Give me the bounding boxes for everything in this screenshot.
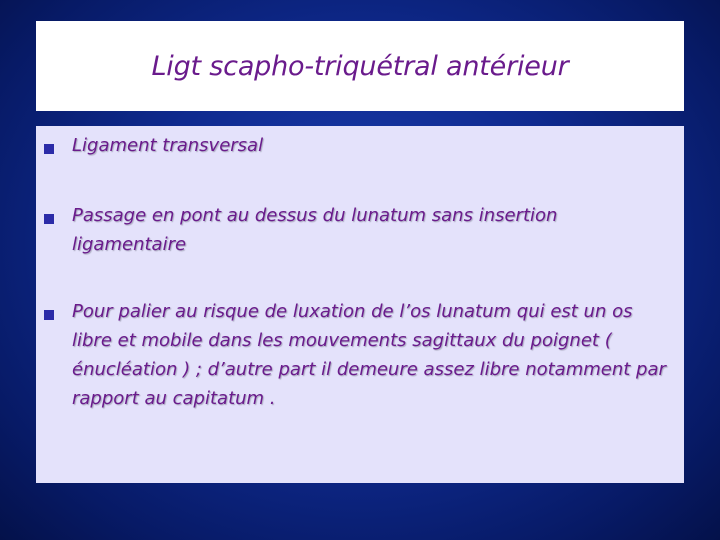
square-bullet-icon bbox=[44, 310, 54, 320]
bullet-text: Pour palier au risque de luxation de l’os lunatum qui est un os libre et mobile dans les mouvements sagittaux du poignet ( énucléation ) ; d’autre part il demeure assez libre notamment par rapport au capitatum . bbox=[72, 301, 666, 409]
bullet-text: Passage en pont au dessus du lunatum sans insertion ligamentaire bbox=[72, 205, 558, 255]
title-box bbox=[36, 21, 684, 111]
square-bullet-icon bbox=[44, 144, 54, 154]
bullet-text: Ligament transversal bbox=[72, 135, 264, 156]
content-box bbox=[36, 126, 684, 483]
square-bullet-icon bbox=[44, 214, 54, 224]
slide-title: Ligt scapho-triquétral antérieur bbox=[151, 50, 569, 82]
